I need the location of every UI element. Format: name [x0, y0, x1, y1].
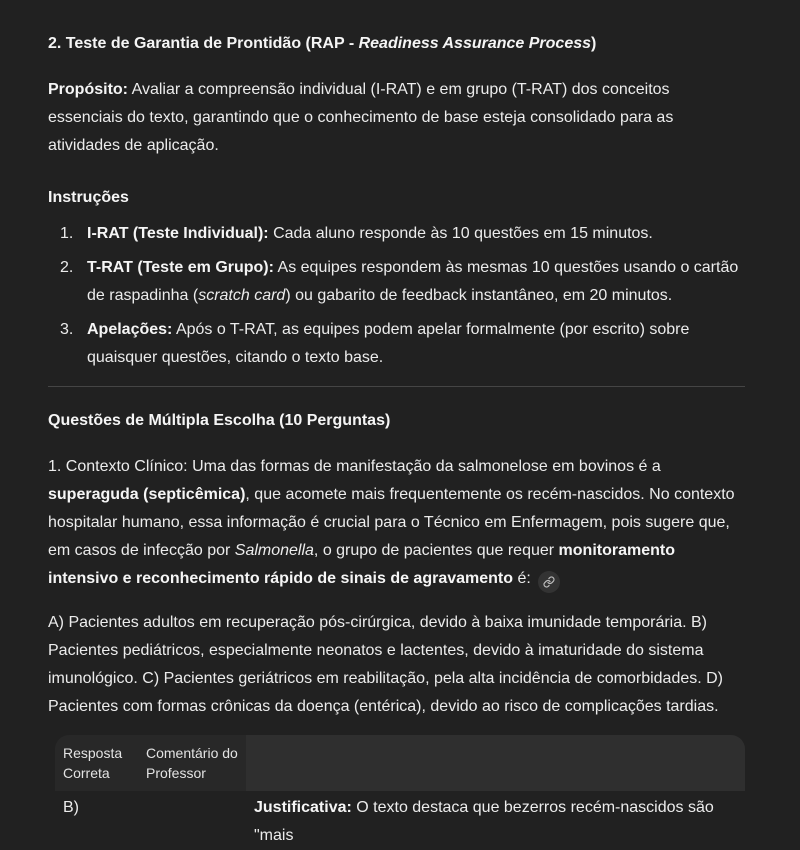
list-item-tail: ) ou gabarito de feedback instantâneo, em 20 minutos.: [285, 287, 673, 304]
answer-table: [55, 735, 745, 850]
answer-table-header-row: [55, 735, 745, 791]
list-item-rest: Cada aluno responde às 10 questões em 15 minutos.: [268, 225, 653, 242]
section-heading-prefix: 2. Teste de Garantia de Prontidão (RAP -: [48, 35, 359, 52]
chain-link-icon: [543, 576, 555, 588]
options-paragraph: A) Pacientes adultos em recuperação pós-cirúrgica, devido à baixa imunidade temporária. B) Pacientes pediátricos, especialmente neonatos e lactentes, devido à imaturidade do sistema imunológico. C) Pacientes geriátricos em reabilitação, pela alta incidência de comorbidades. D) Pacientes com formas crônicas da doença (entérica), devido ao risco de complicações tardias.: [48, 614, 724, 715]
table-header-comentario-professor: Comentário do Professor: [138, 735, 246, 791]
citation-link-chip[interactable]: [538, 571, 560, 593]
answer-cell: B): [63, 799, 79, 816]
purpose-text: Avaliar a compreensão individual (I-RAT) e em grupo (T-RAT) dos conceitos essenciais do texto, garantindo que o conhecimento de base esteja consolidado para as atividades de aplicação.: [48, 81, 674, 154]
list-item-apelacoes: [60, 316, 745, 372]
list-item-bold: I-RAT (Teste Individual):: [87, 225, 269, 242]
section-heading-rap: [48, 30, 745, 58]
question-text: , que acomete mais frequentemente os recém-nascidos. No contexto hospitalar humano, essa informação é crucial para o Técnico em Enfermagem, pois sugere que, em casos de infecção por: [48, 486, 735, 559]
instructions-heading: Instruções: [48, 189, 129, 206]
question-text: 1. Contexto Clínico: Uma das formas de manifestação da salmonelose em bovinos é a: [48, 458, 661, 475]
table-header-spacer: [246, 735, 745, 791]
list-item-text: [87, 316, 745, 372]
purpose-paragraph: [48, 76, 745, 160]
question-bold: monitoramento intensivo e reconhecimento rápido de sinais de agravamento: [48, 542, 675, 587]
instructions-list: [60, 220, 745, 372]
list-item-text: [87, 220, 745, 248]
list-item-irat: [60, 220, 745, 248]
question-text: , o grupo de pacientes que requer: [313, 542, 559, 559]
list-number: 2.: [60, 259, 74, 276]
question-bold: superaguda (septicêmica): [48, 486, 246, 503]
question-italic: Salmonella: [234, 542, 314, 559]
list-item-italic: scratch card: [198, 287, 286, 304]
table-cell-spacer: [138, 794, 246, 850]
list-item-text: [87, 254, 745, 310]
comment-text: O texto destaca que bezerros recém-nascidos são "mais: [254, 799, 714, 844]
list-item-trat: [60, 254, 745, 310]
list-item-rest: As equipes respondem às mesmas 10 questões usando o cartão de raspadinha (: [87, 259, 739, 304]
table-header-resposta-correta: Resposta Correta: [55, 735, 138, 791]
mcq-heading: Questões de Múltipla Escolha (10 Perguntas): [48, 412, 391, 429]
comment-cell: [246, 794, 745, 850]
comment-label: Justificativa:: [254, 799, 352, 816]
list-item-bold: T-RAT (Teste em Grupo):: [87, 259, 274, 276]
purpose-label: Propósito:: [48, 81, 128, 98]
section-heading-italic: Readiness Assurance Process: [358, 35, 592, 52]
list-number: 3.: [60, 321, 74, 338]
list-number: 1.: [60, 225, 74, 242]
section-heading-suffix: ): [591, 35, 597, 52]
list-item-rest: Após o T-RAT, as equipes podem apelar formalmente (por escrito) sobre quaisquer questões, citando o texto base.: [87, 321, 690, 366]
question-text: é:: [513, 570, 531, 587]
section-divider: [48, 386, 745, 387]
question-1-paragraph: [48, 453, 745, 593]
list-item-bold: Apelações:: [87, 321, 173, 338]
